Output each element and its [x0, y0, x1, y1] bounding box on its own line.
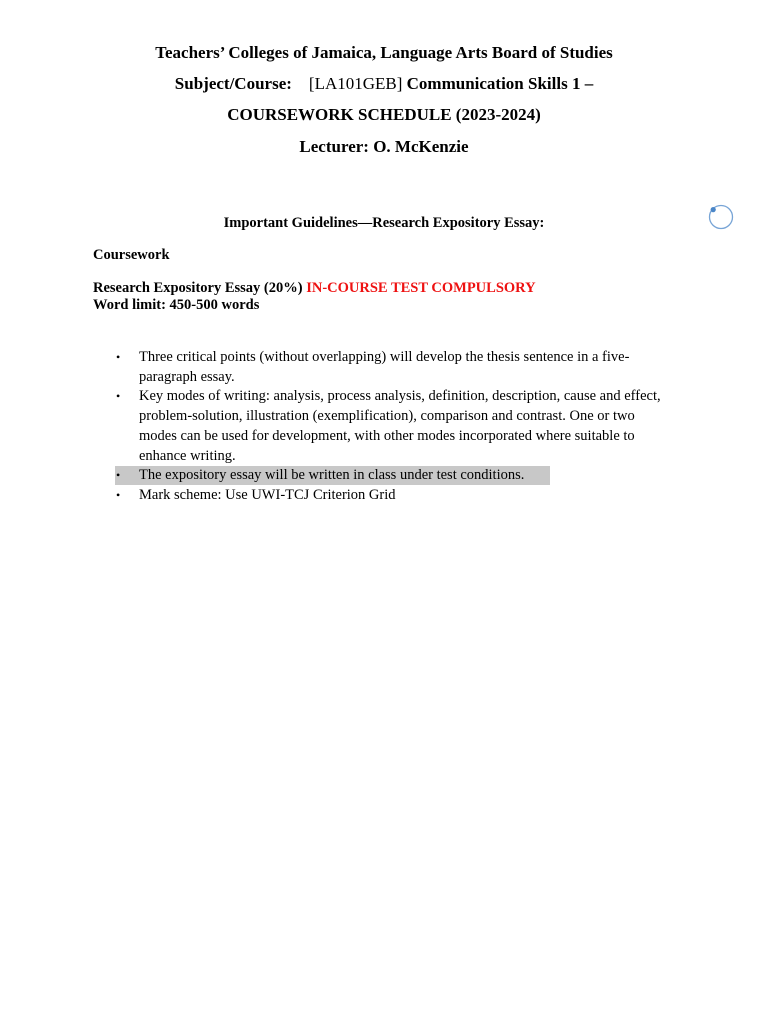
list-item: [0, 348, 674, 387]
header-lecturer: Lecturer: O. McKenzie: [299, 137, 469, 156]
list-item-highlighted: [0, 466, 674, 486]
guidelines-title: Important Guidelines—Research Expository Essay:: [223, 215, 545, 231]
course-name: Communication Skills 1 –: [406, 74, 594, 93]
bullet-text: Key modes of writing: analysis, process analysis, definition, description, cause and effect, problem-solution, illustration (exemplification), comparison and contrast. One or two modes can be used for development, with other modes incorporated where suitable to enhance writing.: [139, 388, 661, 464]
bullet-text: Mark scheme: Use UWI-TCJ Criterion Grid: [139, 486, 396, 503]
header-institution: Teachers’ Colleges of Jamaica, Language Arts Board of Studies: [155, 43, 613, 62]
essay-title-line: [93, 280, 536, 297]
bullet-icon: •: [116, 468, 121, 483]
list-item: [0, 486, 674, 506]
header-subject-course: [0, 74, 768, 94]
course-code: [LA101GEB]: [308, 74, 403, 93]
word-limit: Word limit: 450-500 words: [93, 297, 260, 313]
list-item: [0, 387, 674, 466]
subject-course-label: Subject/Course:: [174, 74, 292, 93]
guidelines-bullet-list: [0, 348, 768, 506]
bullet-icon: •: [116, 389, 121, 404]
coursework-label: Coursework: [93, 247, 170, 263]
bullet-text: The expository essay will be written in class under test conditions.: [139, 467, 525, 484]
bullet-icon: •: [116, 350, 121, 364]
bullet-text: Three critical points (without overlapping) will develop the thesis sentence in a five-paragraph essay.: [139, 349, 630, 385]
in-course-test-flag: IN-COURSE TEST COMPULSORY: [306, 280, 536, 296]
bullet-icon: •: [116, 487, 121, 502]
header-schedule-title: COURSEWORK SCHEDULE (2023-2024): [227, 105, 541, 124]
essay-title: Research Expository Essay (20%): [93, 280, 303, 296]
